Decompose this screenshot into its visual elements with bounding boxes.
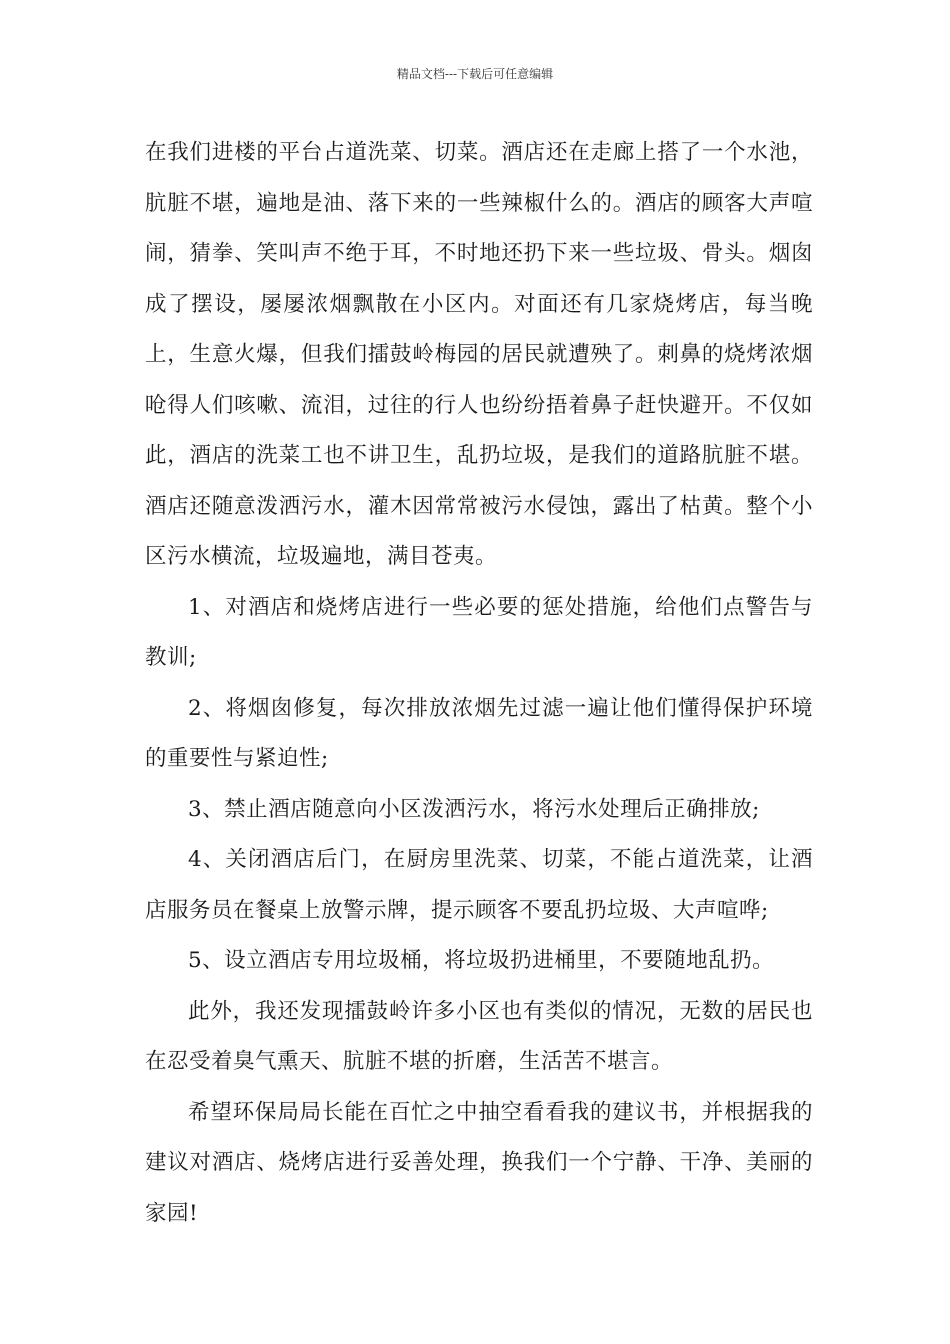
- list-item-2: 2、将烟囱修复，每次排放浓烟先过滤一遍让他们懂得保护环境的重要性与紧迫性;: [145, 695, 813, 771]
- page-header: 精品文档---下载后可任意编辑: [396, 67, 554, 81]
- list-item-5: 5、设立酒店专用垃圾桶，将垃圾扔进桶里，不要随地乱扔。: [188, 948, 775, 973]
- paragraph-closing: 希望环保局局长能在百忙之中抽空看看我的建议书，并根据我的建议对酒店、烧烤店进行妥善处理，换我们一个宁静、干净、美丽的家园!: [145, 1099, 813, 1226]
- paragraph-additional: 此外，我还发现擂鼓岭许多小区也有类似的情况，无数的居民也在忍受着臭气熏天、肮脏不堪的折磨，生活苦不堪言。: [145, 998, 813, 1074]
- document-body: [145, 128, 813, 1239]
- list-item-4: 4、关闭酒店后门，在厨房里洗菜、切菜，不能占道洗菜，让酒店服务员在餐桌上放警示牌，提示顾客不要乱扔垃圾、大声喧哗;: [145, 847, 813, 923]
- list-item-1: 1、对酒店和烧烤店进行一些必要的惩处措施，给他们点警告与教训;: [145, 594, 813, 670]
- list-item-3: 3、禁止酒店随意向小区泼洒污水，将污水处理后正确排放;: [188, 796, 760, 822]
- paragraph-continued: 在我们进楼的平台占道洗菜、切菜。酒店还在走廊上搭了一个水池，肮脏不堪，遍地是油、落下来的一些辣椒什么的。酒店的顾客大声喧闹，猜拳、笑叫声不绝于耳，不时地还扔下来一些垃圾、骨头。烟囱成了摆设，屡屡浓烟飘散在小区内。对面还有几家烧烤店，每当晚上，生意火爆，但我们擂鼓岭梅园的居民就遭殃了。刺鼻的烧烤浓烟呛得人们咳嗽、流泪，过往的行人也纷纷捂着鼻子赶快避开。不仅如此，酒店的洗菜工也不讲卫生，乱扔垃圾，是我们的道路肮脏不堪。酒店还随意泼洒污水，灌木因常常被污水侵蚀，露出了枯黄。整个小区污水横流，垃圾遍地，满目苍夷。: [145, 140, 813, 569]
